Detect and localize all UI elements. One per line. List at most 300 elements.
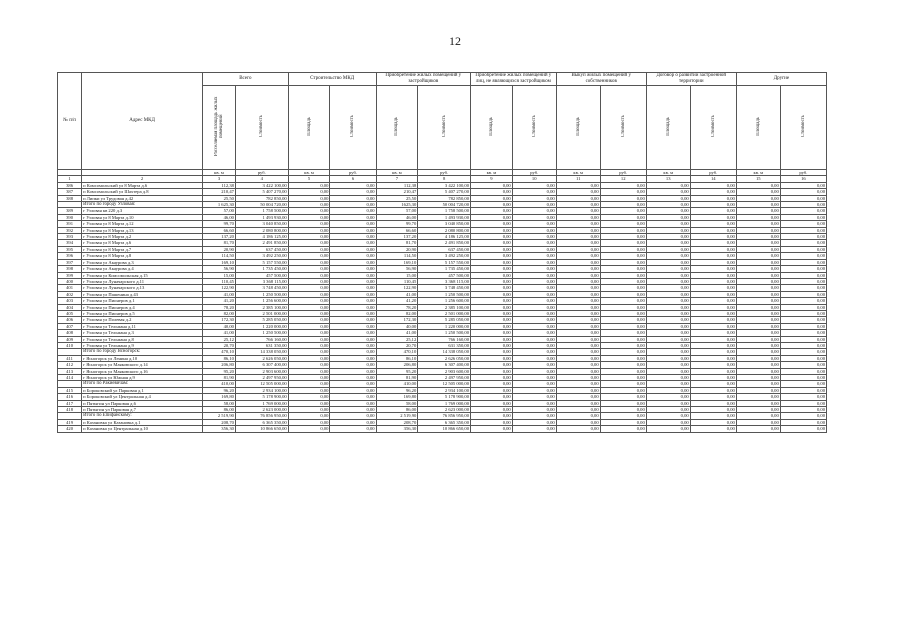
- other-cost-cell: 0,00: [780, 419, 826, 425]
- territory-cost-cell: 0,00: [690, 375, 736, 381]
- resettled-area-cell: 40,00: [202, 323, 235, 329]
- construction-area-cell: 0,00: [288, 330, 330, 336]
- territory-cost-cell: 0,00: [690, 330, 736, 336]
- resettled-area-cell: 82,00: [202, 310, 235, 316]
- nondeveloper-area-cell: 0,00: [471, 317, 513, 323]
- buyout-cost-cell: 0,00: [600, 182, 646, 188]
- nondeveloper-cost-cell: 0,00: [512, 375, 556, 381]
- other-area-cell: 0,00: [736, 317, 780, 323]
- construction-area-cell: 0,00: [288, 259, 330, 265]
- total-cost-cell: 1 735 450,00: [235, 266, 288, 272]
- territory-area-cell: 0,00: [646, 349, 690, 355]
- buyout-area-cell: 0,00: [556, 304, 600, 310]
- resettled-area-cell: 1 625,30: [202, 202, 235, 208]
- developer-cost-cell: 766 160,00: [418, 336, 471, 342]
- other-area-cell: 0,00: [736, 208, 780, 214]
- nondeveloper-cost-cell: 0,00: [512, 246, 556, 252]
- other-area-cell: 0,00: [736, 336, 780, 342]
- nondeveloper-area-cell: 0,00: [471, 362, 513, 368]
- resettled-area-cell: 112,38: [202, 182, 235, 188]
- construction-area-cell: 0,00: [288, 246, 330, 252]
- buyout-cost-cell: 0,00: [600, 259, 646, 265]
- territory-cost-cell: 0,00: [690, 368, 736, 374]
- buyout-cost-cell: 0,00: [600, 387, 646, 393]
- buyout-cost-cell: 0,00: [600, 381, 646, 387]
- header-group-row: [58, 73, 827, 86]
- address-cell: г Ясногорск ул Южная д.9: [82, 375, 203, 381]
- territory-cost-cell: 0,00: [690, 202, 736, 208]
- row-number: 395: [58, 246, 82, 252]
- developer-cost-cell: 3 422 100,00: [418, 182, 471, 188]
- header-cost: Стоимость: [330, 86, 376, 170]
- other-area-cell: 0,00: [736, 202, 780, 208]
- header-area: Площадь: [376, 86, 418, 170]
- other-area-cell: 0,00: [736, 413, 780, 419]
- nondeveloper-area-cell: 0,00: [471, 323, 513, 329]
- total-cost-cell: 2 934 100,00: [235, 387, 288, 393]
- developer-area-cell: 41,20: [376, 298, 418, 304]
- territory-area-cell: 0,00: [646, 266, 690, 272]
- buyout-cost-cell: 0,00: [600, 298, 646, 304]
- buyout-area-cell: 0,00: [556, 323, 600, 329]
- total-cost-cell: 1 250 500,00: [235, 291, 288, 297]
- developer-cost-cell: 12 505 000,00: [418, 381, 471, 387]
- resettled-area-cell: 81,90: [202, 375, 235, 381]
- resettled-area-cell: 25,12: [202, 336, 235, 342]
- developer-area-cell: 110,45: [376, 278, 418, 284]
- construction-cost-cell: 0,00: [330, 272, 376, 278]
- construction-area-cell: 0,00: [288, 362, 330, 368]
- territory-cost-cell: 0,00: [690, 195, 736, 201]
- construction-cost-cell: 0,00: [330, 387, 376, 393]
- construction-area-cell: 0,00: [288, 298, 330, 304]
- nondeveloper-cost-cell: 0,00: [512, 419, 556, 425]
- other-area-cell: 0,00: [736, 419, 780, 425]
- construction-area-cell: 0,00: [288, 419, 330, 425]
- row-number: 387: [58, 189, 82, 195]
- construction-cost-cell: 0,00: [330, 278, 376, 284]
- nondeveloper-cost-cell: 0,00: [512, 407, 556, 413]
- total-cost-cell: 2 385 100,00: [235, 304, 288, 310]
- other-area-cell: 0,00: [736, 426, 780, 432]
- address-cell: г Узловая ул 8 Марта д.12: [82, 221, 203, 227]
- nondeveloper-cost-cell: 0,00: [512, 195, 556, 201]
- nondeveloper-cost-cell: 0,00: [512, 221, 556, 227]
- resettled-area-cell: 78,20: [202, 304, 235, 310]
- developer-area-cell: 96,20: [376, 387, 418, 393]
- nondeveloper-area-cell: 0,00: [471, 419, 513, 425]
- address-cell: г Узловая ул 8 Марта д.8: [82, 253, 203, 259]
- header-cost: Стоимость: [780, 86, 826, 170]
- total-cost-cell: 637 450,00: [235, 246, 288, 252]
- row-number: 413: [58, 368, 82, 374]
- nondeveloper-cost-cell: 0,00: [512, 272, 556, 278]
- nondeveloper-cost-cell: 0,00: [512, 368, 556, 374]
- developer-area-cell: 40,00: [376, 323, 418, 329]
- other-cost-cell: 0,00: [780, 259, 826, 265]
- construction-cost-cell: 0,00: [330, 182, 376, 188]
- construction-area-cell: 0,00: [288, 304, 330, 310]
- buyout-cost-cell: 0,00: [600, 246, 646, 252]
- nondeveloper-cost-cell: 0,00: [512, 323, 556, 329]
- territory-area-cell: 0,00: [646, 323, 690, 329]
- column-number: 7: [376, 176, 418, 182]
- other-cost-cell: 0,00: [780, 272, 826, 278]
- total-cost-cell: 1 769 000,00: [235, 400, 288, 406]
- construction-cost-cell: 0,00: [330, 202, 376, 208]
- territory-cost-cell: 0,00: [690, 304, 736, 310]
- territory-cost-cell: 0,00: [690, 272, 736, 278]
- resettled-area-cell: 15,00: [202, 272, 235, 278]
- address-cell: г Ясногорск ул Маяковского д.14: [82, 362, 203, 368]
- address-cell: п Комсомольский ул 8 Марта д.6: [82, 182, 203, 188]
- address-cell: г Узловая ул 8 Марта д.7: [82, 246, 203, 252]
- column-number: 5: [288, 176, 330, 182]
- buyout-area-cell: 0,00: [556, 189, 600, 195]
- construction-area-cell: 0,00: [288, 208, 330, 214]
- other-area-cell: 0,00: [736, 400, 780, 406]
- total-cost-cell: 1 250 500,00: [235, 330, 288, 336]
- buyout-cost-cell: 0,00: [600, 419, 646, 425]
- territory-area-cell: 0,00: [646, 253, 690, 259]
- territory-area-cell: 0,00: [646, 208, 690, 214]
- developer-cost-cell: 5 157 550,00: [418, 259, 471, 265]
- other-area-cell: 0,00: [736, 387, 780, 393]
- address-cell: Итого по городу Ясногорск:: [82, 349, 203, 355]
- developer-area-cell: 169,80: [376, 394, 418, 400]
- buyout-area-cell: 0,00: [556, 208, 600, 214]
- address-cell: г Узловая ул 8 Марта д.6: [82, 240, 203, 246]
- territory-area-cell: 0,00: [646, 426, 690, 432]
- total-cost-cell: 5 178 900,00: [235, 394, 288, 400]
- buyout-cost-cell: 0,00: [600, 355, 646, 361]
- construction-area-cell: 0,00: [288, 182, 330, 188]
- construction-cost-cell: 0,00: [330, 227, 376, 233]
- row-number: 400: [58, 278, 82, 284]
- territory-cost-cell: 0,00: [690, 285, 736, 291]
- territory-area-cell: 0,00: [646, 413, 690, 419]
- territory-cost-cell: 0,00: [690, 182, 736, 188]
- resettled-area-cell: 210,47: [202, 189, 235, 195]
- nondeveloper-area-cell: 0,00: [471, 355, 513, 361]
- total-cost-cell: 766 160,00: [235, 336, 288, 342]
- territory-area-cell: 0,00: [646, 189, 690, 195]
- buyout-area-cell: 0,00: [556, 400, 600, 406]
- construction-area-cell: 0,00: [288, 349, 330, 355]
- buyout-cost-cell: 0,00: [600, 227, 646, 233]
- unit-cell: руб.: [512, 170, 556, 176]
- developer-area-cell: 1625,30: [376, 202, 418, 208]
- developer-cost-cell: 1 758 500,00: [418, 208, 471, 214]
- row-number: 411: [58, 355, 82, 361]
- territory-area-cell: 0,00: [646, 400, 690, 406]
- total-cost-cell: 1 758 500,00: [235, 208, 288, 214]
- territory-area-cell: 0,00: [646, 272, 690, 278]
- other-cost-cell: 0,00: [780, 195, 826, 201]
- developer-cost-cell: 2 497 950,00: [418, 375, 471, 381]
- address-cell: г Узловая ул Пионеров д.5: [82, 310, 203, 316]
- resettled-area-cell: 470,10: [202, 349, 235, 355]
- column-number: 14: [690, 176, 736, 182]
- resettled-area-cell: 122,90: [202, 285, 235, 291]
- construction-area-cell: 0,00: [288, 310, 330, 316]
- territory-cost-cell: 0,00: [690, 291, 736, 297]
- developer-cost-cell: 10 866 650,00: [418, 426, 471, 432]
- total-cost-cell: 5 407 270,00: [235, 189, 288, 195]
- resettled-area-cell: 114,50: [202, 253, 235, 259]
- row-number: 393: [58, 234, 82, 240]
- construction-area-cell: 0,00: [288, 413, 330, 419]
- territory-cost-cell: 0,00: [690, 310, 736, 316]
- address-cell: г Узловая ул 8 Марта д.10: [82, 214, 203, 220]
- column-number: 16: [780, 176, 826, 182]
- buyout-area-cell: 0,00: [556, 240, 600, 246]
- other-cost-cell: 0,00: [780, 310, 826, 316]
- territory-area-cell: 0,00: [646, 304, 690, 310]
- developer-area-cell: 410,00: [376, 381, 418, 387]
- buyout-cost-cell: 0,00: [600, 375, 646, 381]
- column-number: 13: [646, 176, 690, 182]
- construction-area-cell: 0,00: [288, 426, 330, 432]
- nondeveloper-area-cell: 0,00: [471, 407, 513, 413]
- construction-area-cell: 0,00: [288, 368, 330, 374]
- territory-area-cell: 0,00: [646, 362, 690, 368]
- territory-cost-cell: 0,00: [690, 298, 736, 304]
- developer-area-cell: 15,00: [376, 272, 418, 278]
- developer-area-cell: 81,90: [376, 375, 418, 381]
- address-cell: п Комсомольский ул Шахтера д.8: [82, 189, 203, 195]
- nondeveloper-area-cell: 0,00: [471, 304, 513, 310]
- resettled-area-cell: 169,10: [202, 259, 235, 265]
- address-cell: п Бороковский ул Парковая д.1: [82, 387, 203, 393]
- buyout-cost-cell: 0,00: [600, 368, 646, 374]
- nondeveloper-area-cell: 0,00: [471, 342, 513, 348]
- developer-cost-cell: 3 748 450,00: [418, 285, 471, 291]
- address-cell: г Узловая ул Луначарского д.11: [82, 278, 203, 284]
- row-number: 417: [58, 400, 82, 406]
- buyout-cost-cell: 0,00: [600, 413, 646, 419]
- unit-cell: кв. м: [736, 170, 780, 176]
- developer-area-cell: 122,90: [376, 285, 418, 291]
- construction-cost-cell: 0,00: [330, 214, 376, 220]
- unit-cell: руб.: [690, 170, 736, 176]
- buyout-cost-cell: 0,00: [600, 285, 646, 291]
- nondeveloper-cost-cell: 0,00: [512, 208, 556, 214]
- construction-cost-cell: 0,00: [330, 291, 376, 297]
- buyout-cost-cell: 0,00: [600, 278, 646, 284]
- unit-cell: кв. м: [646, 170, 690, 176]
- buyout-cost-cell: 0,00: [600, 253, 646, 259]
- nondeveloper-area-cell: 0,00: [471, 349, 513, 355]
- column-number: 2: [82, 176, 203, 182]
- resettled-area-cell: 99,70: [202, 221, 235, 227]
- construction-cost-cell: 0,00: [330, 426, 376, 432]
- other-area-cell: 0,00: [736, 285, 780, 291]
- developer-area-cell: 470,10: [376, 349, 418, 355]
- nondeveloper-area-cell: 0,00: [471, 272, 513, 278]
- unit-cell: руб.: [600, 170, 646, 176]
- developer-cost-cell: 1 250 500,00: [418, 330, 471, 336]
- construction-cost-cell: 0,00: [330, 189, 376, 195]
- nondeveloper-cost-cell: 0,00: [512, 330, 556, 336]
- nondeveloper-area-cell: 0,00: [471, 368, 513, 374]
- address-cell: п Казановка ул Центральная д.10: [82, 426, 203, 432]
- total-cost-cell: 5 285 050,00: [235, 317, 288, 323]
- developer-cost-cell: 637 450,00: [418, 246, 471, 252]
- other-cost-cell: 0,00: [780, 375, 826, 381]
- nondeveloper-cost-cell: 0,00: [512, 227, 556, 233]
- total-cost-cell: 50 004 720,00: [235, 202, 288, 208]
- territory-area-cell: 0,00: [646, 419, 690, 425]
- nondeveloper-area-cell: 0,00: [471, 426, 513, 432]
- territory-cost-cell: 0,00: [690, 400, 736, 406]
- other-cost-cell: 0,00: [780, 234, 826, 240]
- unit-cell: кв. м: [471, 170, 513, 176]
- developer-area-cell: 95,20: [376, 368, 418, 374]
- developer-area-cell: 46,00: [376, 214, 418, 220]
- buyout-area-cell: 0,00: [556, 202, 600, 208]
- buyout-cost-cell: 0,00: [600, 291, 646, 297]
- other-area-cell: 0,00: [736, 266, 780, 272]
- nondeveloper-cost-cell: 0,00: [512, 342, 556, 348]
- buyout-area-cell: 0,00: [556, 381, 600, 387]
- resettled-area-cell: 56,90: [202, 266, 235, 272]
- nondeveloper-cost-cell: 0,00: [512, 266, 556, 272]
- other-cost-cell: 0,00: [780, 400, 826, 406]
- resettled-area-cell: 2 519,90: [202, 413, 235, 419]
- construction-cost-cell: 0,00: [330, 304, 376, 310]
- total-cost-cell: 2 501 000,00: [235, 310, 288, 316]
- buyout-cost-cell: 0,00: [600, 330, 646, 336]
- developer-area-cell: 208,70: [376, 419, 418, 425]
- buyout-cost-cell: 0,00: [600, 323, 646, 329]
- developer-area-cell: 25,50: [376, 195, 418, 201]
- construction-cost-cell: 0,00: [330, 310, 376, 316]
- other-area-cell: 0,00: [736, 298, 780, 304]
- total-cost-cell: 2 626 050,00: [235, 355, 288, 361]
- total-cost-cell: 14 338 050,00: [235, 349, 288, 355]
- nondeveloper-area-cell: 0,00: [471, 195, 513, 201]
- resettled-area-cell: 96,20: [202, 387, 235, 393]
- buyout-area-cell: 0,00: [556, 413, 600, 419]
- construction-cost-cell: 0,00: [330, 195, 376, 201]
- row-number: 398: [58, 266, 82, 272]
- address-cell: г Узловая ул 8 Марта д.13: [82, 227, 203, 233]
- total-cost-cell: 3 422 100,00: [235, 182, 288, 188]
- buyout-area-cell: 0,00: [556, 310, 600, 316]
- nondeveloper-cost-cell: 0,00: [512, 182, 556, 188]
- address-cell: г Узловая ул Тельмана д.3: [82, 330, 203, 336]
- construction-cost-cell: 0,00: [330, 246, 376, 252]
- other-cost-cell: 0,00: [780, 227, 826, 233]
- resettled-area-cell: 169,80: [202, 394, 235, 400]
- nondeveloper-area-cell: 0,00: [471, 336, 513, 342]
- total-cost-cell: 76 856 950,00: [235, 413, 288, 419]
- resettled-area-cell: 95,20: [202, 368, 235, 374]
- construction-area-cell: 0,00: [288, 317, 330, 323]
- developer-area-cell: 137,20: [376, 234, 418, 240]
- other-cost-cell: 0,00: [780, 266, 826, 272]
- territory-area-cell: 0,00: [646, 291, 690, 297]
- territory-area-cell: 0,00: [646, 195, 690, 201]
- buyout-cost-cell: 0,00: [600, 195, 646, 201]
- buyout-cost-cell: 0,00: [600, 208, 646, 214]
- nondeveloper-area-cell: 0,00: [471, 400, 513, 406]
- buyout-cost-cell: 0,00: [600, 394, 646, 400]
- construction-cost-cell: 0,00: [330, 253, 376, 259]
- row-number: 406: [58, 317, 82, 323]
- developer-area-cell: 99,70: [376, 221, 418, 227]
- territory-cost-cell: 0,00: [690, 407, 736, 413]
- nondeveloper-area-cell: 0,00: [471, 387, 513, 393]
- row-number: 401: [58, 285, 82, 291]
- developer-area-cell: 206,80: [376, 362, 418, 368]
- row-number: 394: [58, 240, 82, 246]
- nondeveloper-cost-cell: 0,00: [512, 291, 556, 297]
- developer-area-cell: 82,00: [376, 310, 418, 316]
- nondeveloper-area-cell: 0,00: [471, 278, 513, 284]
- row-number: 392: [58, 227, 82, 233]
- resettled-area-cell: 58,00: [202, 400, 235, 406]
- other-area-cell: 0,00: [736, 189, 780, 195]
- nondeveloper-area-cell: 0,00: [471, 291, 513, 297]
- total-cost-cell: 10 866 650,00: [235, 426, 288, 432]
- developer-cost-cell: 1 735 450,00: [418, 266, 471, 272]
- buyout-cost-cell: 0,00: [600, 400, 646, 406]
- total-cost-cell: 1 256 600,00: [235, 298, 288, 304]
- construction-cost-cell: 0,00: [330, 336, 376, 342]
- buyout-cost-cell: 0,00: [600, 426, 646, 432]
- resettled-area-cell: 410,00: [202, 381, 235, 387]
- nondeveloper-cost-cell: 0,00: [512, 426, 556, 432]
- total-cost-cell: 2 623 000,00: [235, 407, 288, 413]
- address-cell: г Узловая кв 220 д.3: [82, 208, 203, 214]
- construction-area-cell: 0,00: [288, 266, 330, 272]
- buyout-area-cell: 0,00: [556, 246, 600, 252]
- developer-cost-cell: 2 491 850,00: [418, 240, 471, 246]
- buyout-area-cell: 0,00: [556, 195, 600, 201]
- resettled-area-cell: 20,90: [202, 246, 235, 252]
- nondeveloper-area-cell: 0,00: [471, 285, 513, 291]
- territory-area-cell: 0,00: [646, 394, 690, 400]
- construction-cost-cell: 0,00: [330, 349, 376, 355]
- address-cell: г Узловая ул Пионеров д.1: [82, 298, 203, 304]
- unit-cell: руб.: [330, 170, 376, 176]
- construction-area-cell: 0,00: [288, 195, 330, 201]
- row-number: 407: [58, 323, 82, 329]
- developer-cost-cell: 2 903 600,00: [418, 368, 471, 374]
- construction-cost-cell: 0,00: [330, 394, 376, 400]
- resettled-area-cell: 41,20: [202, 298, 235, 304]
- construction-cost-cell: 0,00: [330, 330, 376, 336]
- header-group-construction: Строительство МКД: [288, 73, 376, 86]
- row-number: 403: [58, 298, 82, 304]
- total-cost-cell: 3 368 115,00: [235, 278, 288, 284]
- territory-cost-cell: 0,00: [690, 208, 736, 214]
- territory-area-cell: 0,00: [646, 368, 690, 374]
- construction-area-cell: 0,00: [288, 394, 330, 400]
- nondeveloper-area-cell: 0,00: [471, 221, 513, 227]
- buyout-cost-cell: 0,00: [600, 349, 646, 355]
- other-area-cell: 0,00: [736, 394, 780, 400]
- territory-cost-cell: 0,00: [690, 266, 736, 272]
- construction-area-cell: 0,00: [288, 234, 330, 240]
- territory-cost-cell: 0,00: [690, 214, 736, 220]
- developer-cost-cell: 50 004 720,00: [418, 202, 471, 208]
- construction-cost-cell: 0,00: [330, 285, 376, 291]
- total-cost-cell: 457 500,00: [235, 272, 288, 278]
- buyout-area-cell: 0,00: [556, 375, 600, 381]
